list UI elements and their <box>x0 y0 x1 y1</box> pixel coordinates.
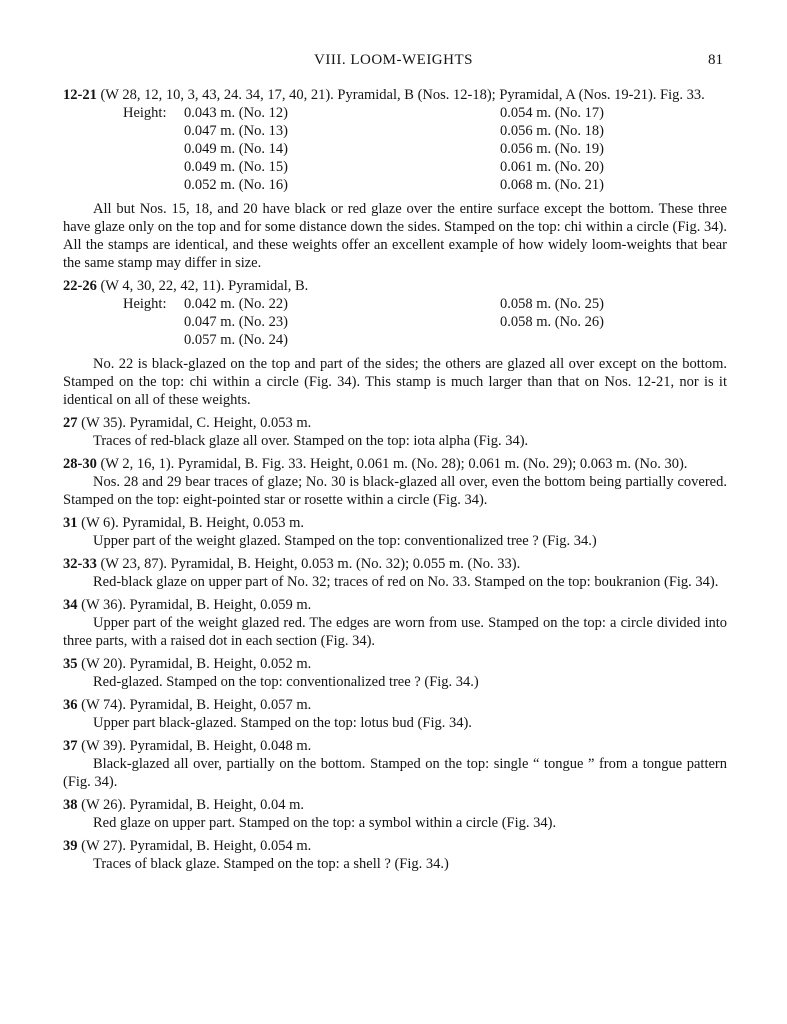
entry-36 <box>63 696 727 732</box>
entry-heading <box>63 277 727 295</box>
height-row: 0.058 m. (No. 25) <box>500 296 604 312</box>
entry-39 <box>63 837 727 873</box>
page-number: 81 <box>708 52 723 68</box>
height-row: 0.057 m. (No. 24) <box>184 332 288 348</box>
entry-heading <box>63 514 727 532</box>
entry-heading <box>63 796 727 814</box>
entry-description: Traces of black glaze. Stamped on the top: a shell ? (Fig. 34.) <box>93 856 449 872</box>
height-column-right <box>500 104 604 194</box>
height-table <box>63 295 727 349</box>
entry-description: No. 22 is black-glazed on the top and part of the sides; the others are glazed all over except on the bottom. Stamped on the top: chi within a circle (Fig. 34). This stamp is much larger than that on Nos. 12-21, nor is it identical on all of these weights. <box>63 356 727 408</box>
entry-description: Red-black glaze on upper part of No. 32; traces of red on No. 33. Stamped on the top: boukranion (Fig. 34). <box>93 574 719 590</box>
entry-heading <box>63 596 727 614</box>
entry-31 <box>63 514 727 550</box>
entry-description: Black-glazed all over, partially on the bottom. Stamped on the top: single “ tongue ” from a tongue pattern (Fig. 34). <box>63 756 727 790</box>
entry-number: 27 <box>63 415 78 431</box>
entry-28-30 <box>63 455 727 509</box>
height-row: 0.052 m. (No. 16) <box>184 177 288 193</box>
entry-heading <box>63 455 727 473</box>
entry-heading <box>63 86 727 104</box>
entry-37 <box>63 737 727 791</box>
height-row: 0.068 m. (No. 21) <box>500 177 604 193</box>
running-header: VIII. LOOM-WEIGHTS <box>314 52 473 68</box>
entry-number: 37 <box>63 738 78 754</box>
entry-heading-text: (W 6). Pyramidal, B. Height, 0.053 m. <box>77 515 304 531</box>
height-row: 0.043 m. (No. 12) <box>184 105 288 121</box>
height-row: 0.061 m. (No. 20) <box>500 159 604 175</box>
entry-description: Red-glazed. Stamped on the top: conventionalized tree ? (Fig. 34.) <box>93 674 479 690</box>
catalogue-entries <box>63 86 727 878</box>
entry-description: Nos. 28 and 29 bear traces of glaze; No. 30 is black-glazed all over, even the bottom being partially covered. Stamped on the top: eight-pointed star or rosette within a circle (Fig. 34). <box>63 474 727 508</box>
entry-38 <box>63 796 727 832</box>
entry-number: 31 <box>63 515 78 531</box>
entry-heading-text: (W 39). Pyramidal, B. Height, 0.048 m. <box>77 738 312 754</box>
height-label: Height: <box>123 296 167 312</box>
height-row: 0.056 m. (No. 19) <box>500 141 604 157</box>
height-row: 0.054 m. (No. 17) <box>500 105 604 121</box>
height-row: 0.049 m. (No. 14) <box>184 141 288 157</box>
height-row: 0.058 m. (No. 26) <box>500 314 604 330</box>
height-column-left <box>184 295 288 349</box>
entry-heading-text: (W 74). Pyramidal, B. Height, 0.057 m. <box>77 697 312 713</box>
entry-22-26 <box>63 277 727 409</box>
entry-heading <box>63 837 727 855</box>
height-table <box>63 104 727 194</box>
entry-number: 12-21 <box>63 87 97 103</box>
entry-number: 28-30 <box>63 456 97 472</box>
entry-heading-text: (W 4, 30, 22, 42, 11). Pyramidal, B. <box>96 278 309 294</box>
entry-heading <box>63 737 727 755</box>
entry-number: 32-33 <box>63 556 97 572</box>
entry-32-33 <box>63 555 727 591</box>
entry-number: 39 <box>63 838 78 854</box>
entry-heading-text: (W 27). Pyramidal, B. Height, 0.054 m. <box>77 838 312 854</box>
entry-34 <box>63 596 727 650</box>
entry-heading <box>63 655 727 673</box>
height-row: 0.042 m. (No. 22) <box>184 296 288 312</box>
entry-12-21 <box>63 86 727 272</box>
entry-heading-text: (W 20). Pyramidal, B. Height, 0.052 m. <box>77 656 312 672</box>
height-label: Height: <box>123 105 167 121</box>
entry-number: 36 <box>63 697 78 713</box>
entry-heading-text: (W 26). Pyramidal, B. Height, 0.04 m. <box>77 797 304 813</box>
height-row: 0.047 m. (No. 23) <box>184 314 288 330</box>
entry-description: All but Nos. 15, 18, and 20 have black or red glaze over the entire surface except the bottom. These three have glaze only on the top and for some distance down the sides. Stamped on the top: chi within a circle (Fig. 34). All the stamps are identical, and these weights offer an excellent example of how widely loom-weights that bear the same stamp may differ in size. <box>63 201 727 271</box>
entry-heading <box>63 414 727 432</box>
entry-heading <box>63 555 727 573</box>
entry-description: Traces of red-black glaze all over. Stamped on the top: iota alpha (Fig. 34). <box>93 433 529 449</box>
entry-number: 34 <box>63 597 78 613</box>
entry-heading <box>63 696 727 714</box>
entry-description: Red glaze on upper part. Stamped on the top: a symbol within a circle (Fig. 34). <box>93 815 557 831</box>
height-row: 0.056 m. (No. 18) <box>500 123 604 139</box>
entry-27 <box>63 414 727 450</box>
entry-description: Upper part black-glazed. Stamped on the top: lotus bud (Fig. 34). <box>93 715 472 731</box>
height-row: 0.049 m. (No. 15) <box>184 159 288 175</box>
entry-number: 22-26 <box>63 278 97 294</box>
entry-description: Upper part of the weight glazed red. The edges are worn from use. Stamped on the top: a circle divided into three parts, with a raised dot in each section (Fig. 34). <box>63 615 727 649</box>
entry-heading-text: (W 28, 12, 10, 3, 43, 24. 34, 17, 40, 21). Pyramidal, B (Nos. 12-18); Pyramidal, A (Nos. 19-21). Fig. 33. <box>96 87 705 103</box>
height-row: 0.047 m. (No. 13) <box>184 123 288 139</box>
entry-description: Upper part of the weight glazed. Stamped on the top: conventionalized tree ? (Fig. 34.) <box>93 533 597 549</box>
height-column-left <box>184 104 288 194</box>
entry-heading-text: (W 36). Pyramidal, B. Height, 0.059 m. <box>77 597 312 613</box>
entry-35 <box>63 655 727 691</box>
entry-number: 38 <box>63 797 78 813</box>
height-column-right <box>500 295 604 331</box>
entry-number: 35 <box>63 656 78 672</box>
entry-heading-text: (W 35). Pyramidal, C. Height, 0.053 m. <box>77 415 312 431</box>
entry-heading-text: (W 2, 16, 1). Pyramidal, B. Fig. 33. Height, 0.061 m. (No. 28); 0.061 m. (No. 29); 0.063 m. (No. 30). <box>96 456 688 472</box>
entry-heading-text: (W 23, 87). Pyramidal, B. Height, 0.053 m. (No. 32); 0.055 m. (No. 33). <box>96 556 521 572</box>
